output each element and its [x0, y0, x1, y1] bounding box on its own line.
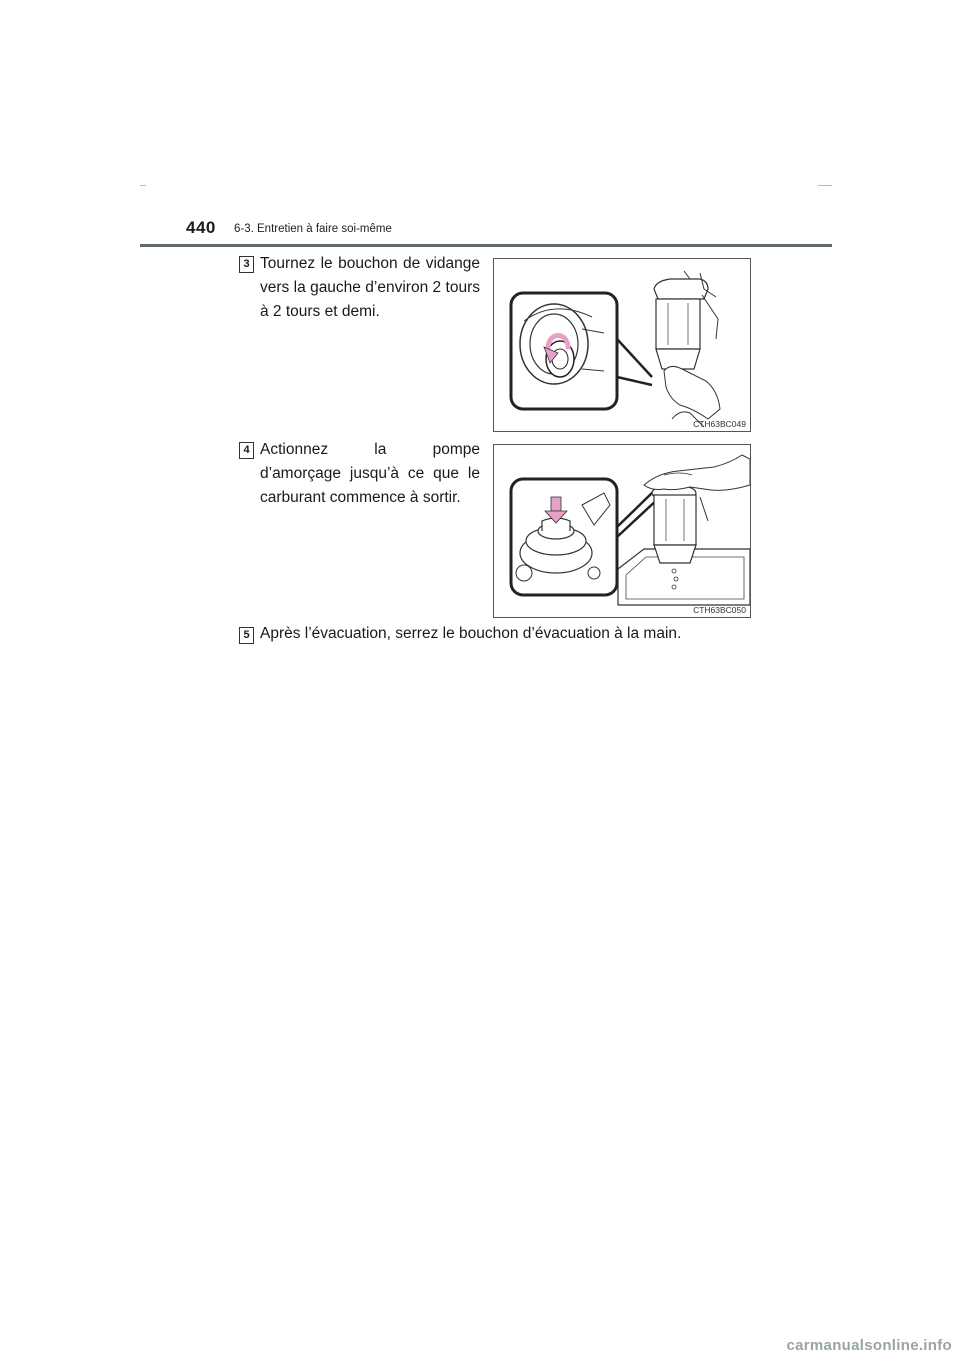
figure-code: CTH63BC050 [693, 605, 746, 615]
step-3-text: Tournez le bouchon de vidange vers la gauche d’environ 2 tours à 2 tours et demi. [260, 255, 480, 320]
figure-code: CTH63BC049 [693, 419, 746, 429]
figure-drain-plug [493, 258, 751, 432]
step-5-text: Après l’évacuation, serrez le bouchon d’évacuation à la main. [260, 625, 682, 642]
header-rule [140, 244, 832, 247]
crop-mark-left [140, 185, 146, 186]
step-number-4: 4 [239, 442, 254, 459]
step-number-3: 3 [239, 256, 254, 273]
step-number-5: 5 [239, 627, 254, 644]
priming-pump-illustration [494, 445, 750, 617]
section-title: 6-3. Entretien à faire soi-même [234, 223, 392, 235]
drain-plug-illustration [494, 259, 750, 431]
figure-priming-pump [493, 444, 751, 618]
step-4-text: Actionnez la pompe d’amorçage jusqu’à ce que le carburant commence à sortir. [260, 441, 480, 506]
page-number: 440 [186, 218, 216, 237]
crop-mark-right [818, 185, 832, 186]
watermark: carmanualsonline.info [786, 1337, 952, 1354]
